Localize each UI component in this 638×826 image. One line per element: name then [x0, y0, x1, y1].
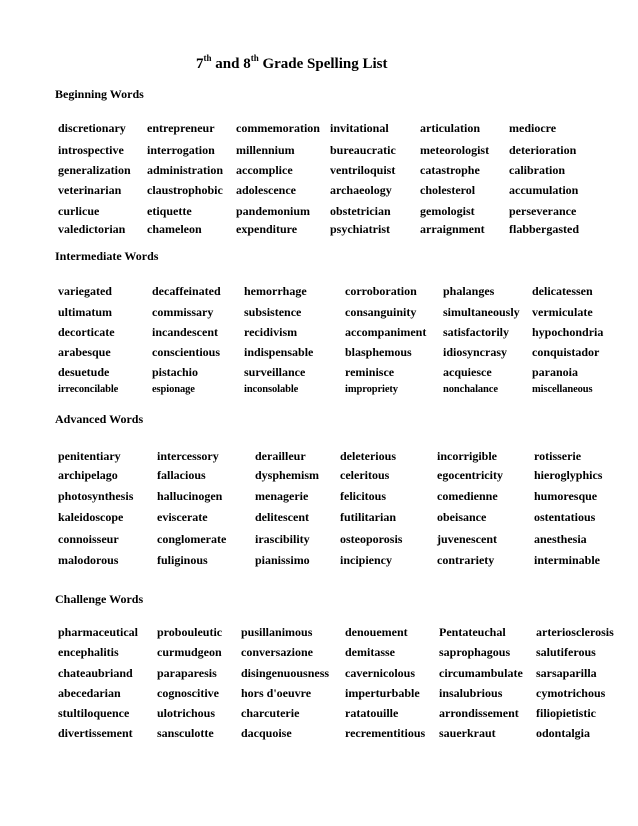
spelling-word: curlicue [58, 204, 100, 218]
spelling-word: hypochondria [532, 325, 604, 339]
spelling-word: surveillance [244, 365, 306, 379]
spelling-word: calibration [509, 163, 565, 177]
spelling-word: accomplice [236, 163, 293, 177]
spelling-word: menagerie [255, 489, 309, 503]
section-label-advanced: Advanced Words [55, 412, 144, 426]
spelling-word: abecedarian [58, 686, 121, 700]
spelling-word: expenditure [236, 222, 298, 236]
spelling-word: pandemonium [236, 204, 311, 218]
spelling-word: hors d'oeuvre [241, 686, 312, 700]
spelling-word: adolescence [236, 183, 296, 197]
spelling-word: discretionary [58, 121, 126, 135]
spelling-word: irascibility [255, 532, 310, 546]
spelling-word: flabbergasted [509, 222, 579, 236]
spelling-word: commemoration [236, 121, 320, 135]
spelling-word: miscellaneous [532, 384, 593, 395]
spelling-word: hemorrhage [244, 284, 307, 298]
spelling-word: conquistador [532, 345, 600, 359]
spelling-word: ostentatious [534, 510, 596, 524]
spelling-word: juvenescent [437, 532, 497, 546]
spelling-word: claustrophobic [147, 183, 223, 197]
spelling-word: obstetrician [330, 204, 391, 218]
spelling-word: pharmaceutical [58, 625, 138, 639]
spelling-word: filiopietistic [536, 706, 596, 720]
spelling-word: generalization [58, 163, 131, 177]
spelling-word: millennium [236, 143, 295, 157]
spelling-word: variegated [58, 284, 112, 298]
spelling-word: fuliginous [157, 553, 208, 567]
spelling-word: espionage [152, 384, 195, 395]
spelling-word: futilitarian [340, 510, 396, 524]
spelling-word: osteoporosis [340, 532, 403, 546]
spelling-word: cavernicolous [345, 666, 415, 680]
spelling-word: charcuterie [241, 706, 300, 720]
spelling-word: comedienne [437, 489, 498, 503]
spelling-word: catastrophe [420, 163, 480, 177]
section-label-intermediate: Intermediate Words [55, 249, 159, 263]
spelling-word: interrogation [147, 143, 215, 157]
spelling-word: denouement [345, 625, 408, 639]
spelling-word: acquiesce [443, 365, 492, 379]
spelling-word: accumulation [509, 183, 579, 197]
spelling-word: deterioration [509, 143, 577, 157]
spelling-word: etiquette [147, 204, 192, 218]
spelling-word: connoisseur [58, 532, 119, 546]
spelling-word: chateaubriand [58, 666, 133, 680]
spelling-word: ventriloquist [330, 163, 396, 177]
spelling-word: archaeology [330, 183, 392, 197]
spelling-word: eviscerate [157, 510, 208, 524]
spelling-word: paranoia [532, 365, 579, 379]
spelling-word: ratatouille [345, 706, 399, 720]
spelling-word: idiosyncrasy [443, 345, 508, 359]
spelling-word: decorticate [58, 325, 115, 339]
spelling-word: incorrigible [437, 449, 497, 463]
spelling-word: inconsolable [244, 384, 299, 395]
spelling-word: vermiculate [532, 305, 593, 319]
spelling-word: recidivism [244, 325, 298, 339]
spelling-word: intercessory [157, 449, 219, 463]
spelling-word: felicitous [340, 489, 386, 503]
spelling-word: bureaucratic [330, 143, 396, 157]
spelling-word: cymotrichous [536, 686, 606, 700]
spelling-word: blasphemous [345, 345, 412, 359]
spelling-word: meteorologist [420, 143, 490, 157]
spelling-word: kaleidoscope [58, 510, 124, 524]
spelling-word: contrariety [437, 553, 495, 567]
spelling-word: arraignment [420, 222, 485, 236]
spelling-word: dacquoise [241, 726, 292, 740]
spelling-word: hallucinogen [157, 489, 223, 503]
spelling-word: impropriety [345, 384, 398, 395]
spelling-word: phalanges [443, 284, 495, 298]
spelling-word: fallacious [157, 468, 206, 482]
spelling-word: delicatessen [532, 284, 593, 298]
spelling-word: incandescent [152, 325, 218, 339]
spelling-word: hieroglyphics [534, 468, 603, 482]
spelling-word: interminable [534, 553, 600, 567]
spelling-word: encephalitis [58, 645, 119, 659]
spelling-word: delitescent [255, 510, 309, 524]
spelling-word: sauerkraut [439, 726, 496, 740]
spelling-word: ultimatum [58, 305, 112, 319]
spelling-word: imperturbable [345, 686, 420, 700]
spelling-word: subsistence [244, 305, 302, 319]
spelling-word: odontalgia [536, 726, 591, 740]
spelling-word: conversazione [241, 645, 313, 659]
spelling-word: arabesque [58, 345, 111, 359]
spelling-word: irreconcilable [58, 384, 119, 395]
spelling-word: probouleutic [157, 625, 223, 639]
spelling-word: humoresque [534, 489, 598, 503]
spelling-word: consanguinity [345, 305, 417, 319]
spelling-word: introspective [58, 143, 124, 157]
spelling-word: gemologist [420, 204, 475, 218]
spelling-word: paraparesis [157, 666, 217, 680]
section-label-challenge: Challenge Words [55, 592, 144, 606]
spelling-word: insalubrious [439, 686, 503, 700]
spelling-word: entrepreneur [147, 121, 215, 135]
spelling-word: anesthesia [534, 532, 587, 546]
spelling-word: arteriosclerosis [536, 625, 614, 639]
spelling-word: decaffeinated [152, 284, 221, 298]
spelling-word: dysphemism [255, 468, 320, 482]
spelling-word: satisfactorily [443, 325, 509, 339]
spelling-word: rotisserie [534, 449, 582, 463]
spelling-word: saprophagous [439, 645, 511, 659]
spelling-word: divertissement [58, 726, 133, 740]
spelling-word: chameleon [147, 222, 202, 236]
spelling-word: invitational [330, 121, 389, 135]
spelling-word: cholesterol [420, 183, 476, 197]
spelling-word: cognoscitive [157, 686, 219, 700]
spelling-word: pusillanimous [241, 625, 313, 639]
spelling-word: administration [147, 163, 224, 177]
spelling-word: derailleur [255, 449, 306, 463]
spelling-word: salutiferous [536, 645, 596, 659]
spelling-word: celeritous [340, 468, 390, 482]
spelling-word: articulation [420, 121, 480, 135]
section-label-beginning: Beginning Words [55, 87, 144, 101]
spelling-word: sarsaparilla [536, 666, 597, 680]
spelling-word: psychiatrist [330, 222, 390, 236]
spelling-word: malodorous [58, 553, 119, 567]
spelling-word: ulotrichous [157, 706, 216, 720]
spelling-word: arrondissement [439, 706, 519, 720]
spelling-word: desuetude [58, 365, 110, 379]
spelling-word: simultaneously [443, 305, 520, 319]
spelling-word: photosynthesis [58, 489, 134, 503]
spelling-word: circumambulate [439, 666, 523, 680]
spelling-word: perseverance [509, 204, 577, 218]
spelling-word: pistachio [152, 365, 199, 379]
spelling-word: reminisce [345, 365, 395, 379]
spelling-word: egocentricity [437, 468, 503, 482]
spelling-word: corroboration [345, 284, 417, 298]
spelling-word: stultiloquence [58, 706, 130, 720]
spelling-word: archipelago [58, 468, 118, 482]
spelling-word: pianissimo [255, 553, 310, 567]
spelling-word: deleterious [340, 449, 396, 463]
spelling-word: Pentateuchal [439, 625, 506, 639]
spelling-word: obeisance [437, 510, 487, 524]
spelling-word: sansculotte [157, 726, 214, 740]
spelling-word: disingenuousness [241, 666, 330, 680]
spelling-word: mediocre [509, 121, 557, 135]
spelling-word: indispensable [244, 345, 314, 359]
spelling-word: curmudgeon [157, 645, 222, 659]
spelling-word: nonchalance [443, 384, 498, 395]
spelling-word: veterinarian [58, 183, 122, 197]
spelling-word: valedictorian [58, 222, 126, 236]
spelling-word: conglomerate [157, 532, 227, 546]
spelling-word: commissary [152, 305, 214, 319]
spelling-word: penitentiary [58, 449, 121, 463]
spelling-word: recrementitious [345, 726, 426, 740]
spelling-word: accompaniment [345, 325, 427, 339]
spelling-word: demitasse [345, 645, 395, 659]
spelling-word: incipiency [340, 553, 393, 567]
page-title: 7th and 8th Grade Spelling List [196, 53, 388, 72]
spelling-word: conscientious [152, 345, 221, 359]
